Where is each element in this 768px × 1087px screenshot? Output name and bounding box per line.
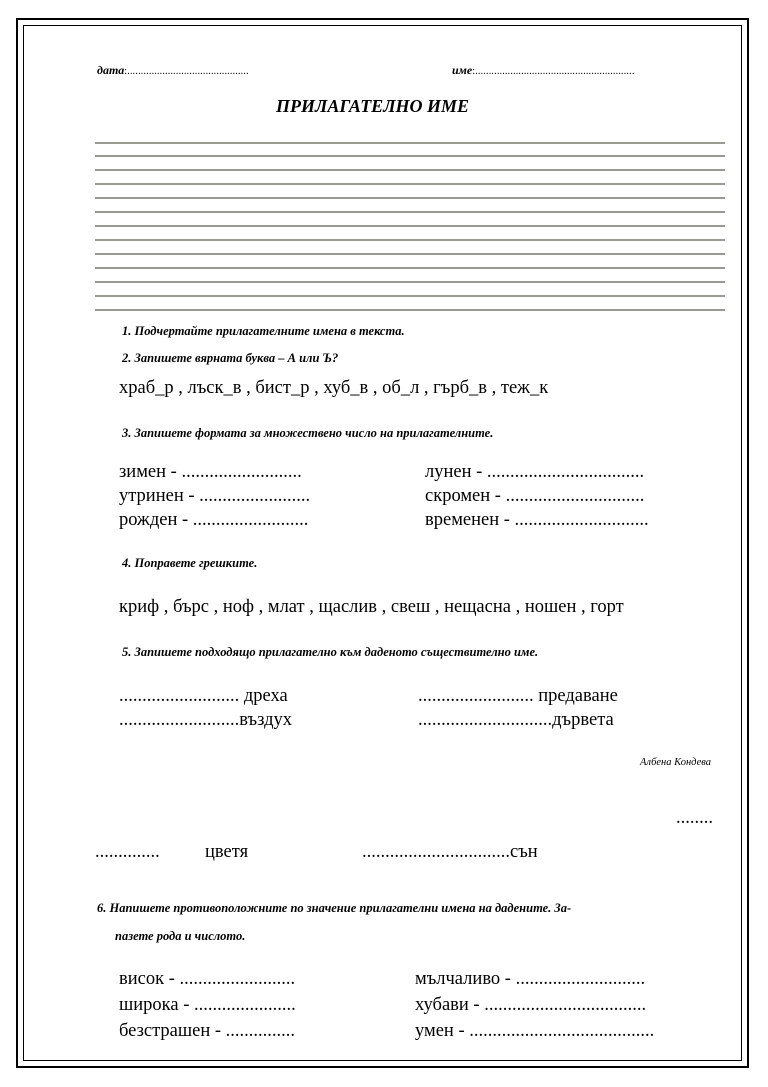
task-3: 3. Запишете формата за множествено число на прилагателните. (122, 426, 494, 440)
writing-line (95, 183, 725, 185)
task-3-item: скромен - .............................. (425, 486, 645, 506)
writing-line (95, 197, 725, 199)
date-field (97, 63, 249, 78)
extra-left-word: цветя (205, 842, 249, 862)
name-field (452, 63, 635, 78)
task-6-item: безстрашен - ............... (119, 1021, 296, 1041)
task-3-item: утринен - ........................ (119, 486, 311, 506)
task-2-words: храб_р , лъск_в , бист_р , хуб_в , об_л , гърб_в , теж_к (119, 378, 549, 398)
task-5: 5. Запишете подходящо прилагателно към даденото съществително име. (122, 645, 539, 659)
writing-line (95, 295, 725, 297)
date-dots: :............................................. (124, 66, 249, 77)
writing-line (95, 239, 725, 241)
writing-line (95, 253, 725, 255)
task-1: 1. Подчертайте прилагателните имена в текста. (122, 324, 405, 338)
extra-dots: ........ (676, 808, 713, 828)
task-5-item: ......................... предаване (418, 686, 618, 706)
task-4-words: криф , бърс , ноф , млат , щаслив , свеш , нещасна , ношен , горт (119, 597, 624, 617)
writing-line (95, 309, 725, 311)
task-5-item: ..........................въздух (119, 710, 292, 730)
date-label: дата (97, 63, 125, 77)
extra-left-dots: .............. (95, 842, 160, 862)
name-label: име (452, 63, 473, 77)
task-5-item: .............................дървета (418, 710, 614, 730)
task-6-item: хубави - ................................... (415, 995, 647, 1015)
task-6-line-2: пазете рода и числото. (115, 929, 246, 943)
page-title: ПРИЛАГАТЕЛНО ИМЕ (276, 96, 470, 116)
extra-right: ................................сън (362, 842, 538, 862)
writing-line (95, 211, 725, 213)
task-3-item: лунен - .................................. (425, 462, 645, 482)
task-3-item: рожден - ......................... (119, 510, 309, 530)
writing-line (95, 267, 725, 269)
task-4: 4. Поправете грешките. (122, 556, 258, 570)
writing-line (95, 281, 725, 283)
task-6-item: висок - ......................... (119, 969, 296, 989)
task-6-item: умен - ........................................ (415, 1021, 655, 1041)
writing-line (95, 225, 725, 227)
author-signature: Албена Кондева (640, 757, 712, 768)
task-3-item: временен - ............................. (425, 510, 649, 530)
task-6-line-1: 6. Напишете противоположните по значение прилагателни имена на дадените. За- (97, 901, 572, 915)
task-3-item: зимен - .......................... (119, 462, 302, 482)
task-2: 2. Запишете вярната буква – А или Ъ? (122, 351, 339, 365)
writing-line (95, 155, 725, 157)
task-6-item: широка - ...................... (119, 995, 296, 1015)
writing-line (95, 142, 725, 144)
writing-line (95, 169, 725, 171)
task-6-item: мълчаливо - ............................ (415, 969, 646, 989)
task-5-item: .......................... дреха (119, 686, 288, 706)
name-dots: :........................................................... (472, 66, 635, 77)
